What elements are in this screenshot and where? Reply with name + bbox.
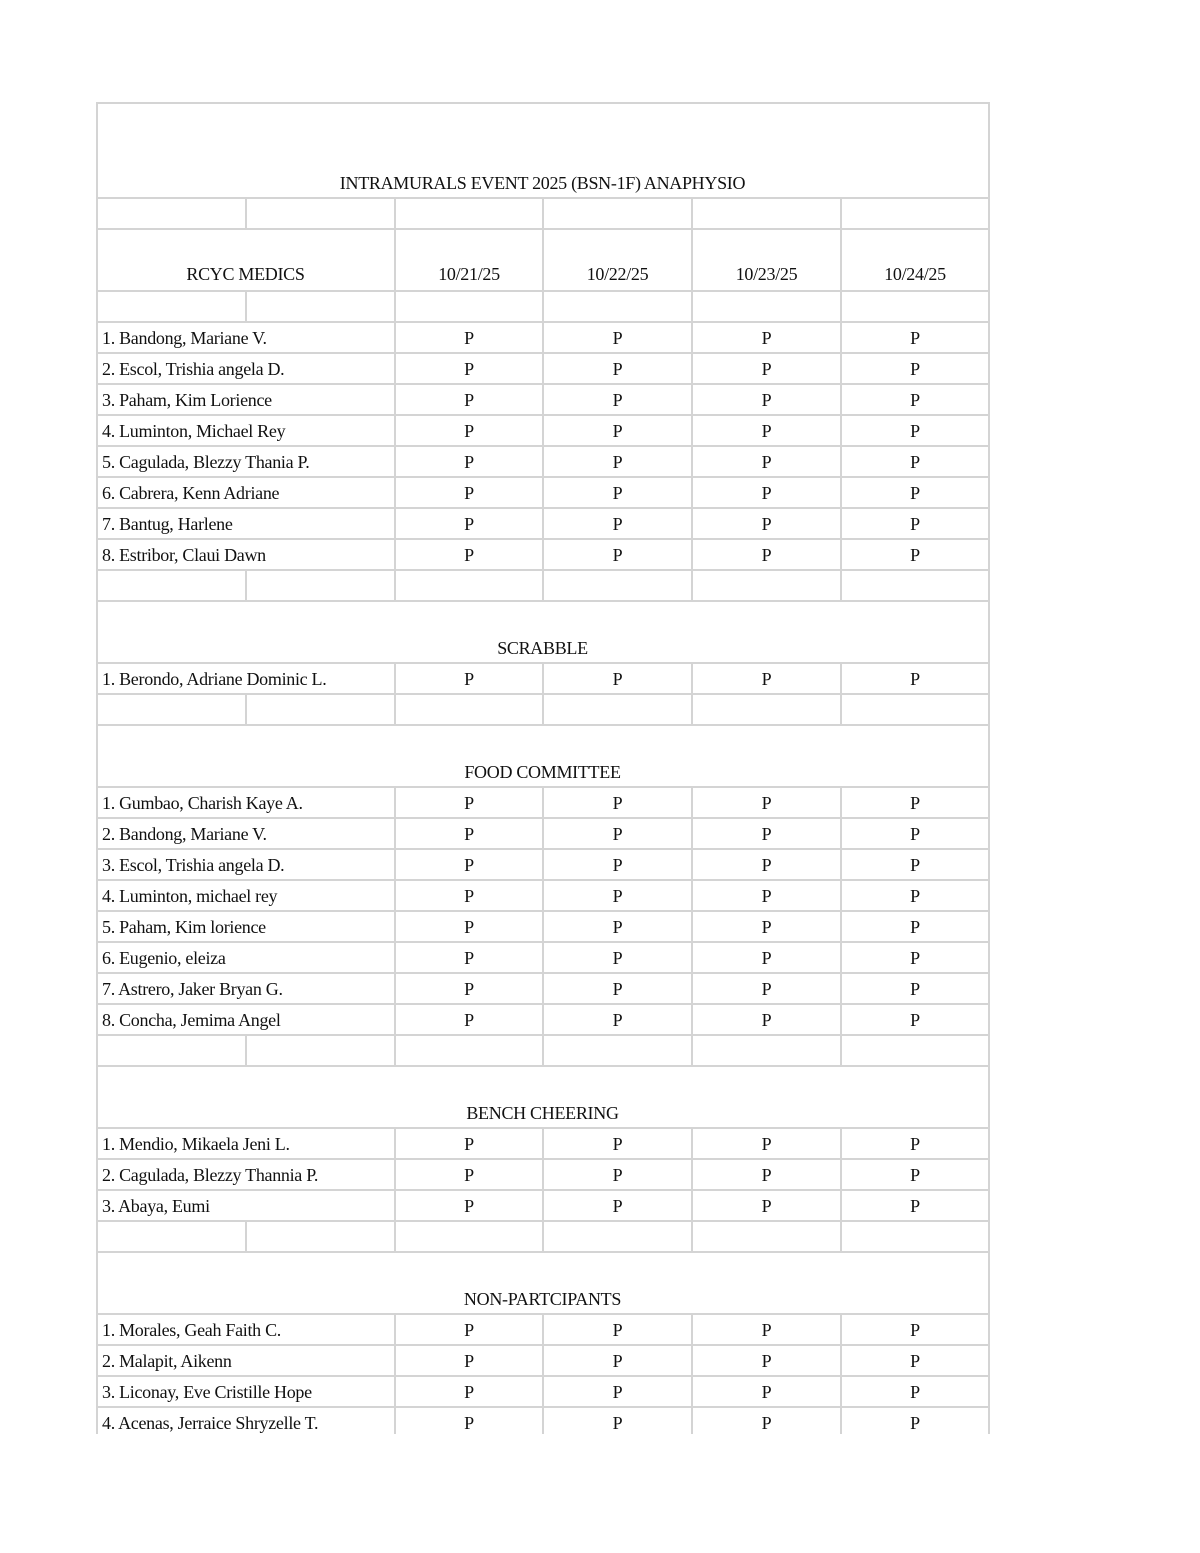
attendance-mark: P <box>910 421 920 441</box>
attendance-mark: P <box>612 793 623 813</box>
attendance-mark: P <box>761 545 772 565</box>
sheet-title: INTRAMURALS EVENT 2025 (BSN-1F) ANAPHYSIO <box>339 173 746 193</box>
attendance-mark: P <box>761 793 772 813</box>
attendance-mark: P <box>612 328 623 348</box>
attendance-mark: P <box>910 1196 920 1216</box>
attendance-mark: P <box>910 824 920 844</box>
attendance-mark: P <box>464 855 474 875</box>
attendance-mark: P <box>910 886 920 906</box>
attendance-mark: P <box>464 1413 474 1433</box>
member-name: 5. Paham, Kim lorience <box>102 917 266 937</box>
attendance-mark: P <box>910 1382 920 1402</box>
date-header: 10/24/25 <box>884 264 946 284</box>
attendance-mark: P <box>612 514 623 534</box>
attendance-mark: P <box>464 1351 474 1371</box>
section-heading: FOOD COMMITTEE <box>464 762 621 782</box>
member-name: 1. Morales, Geah Faith C. <box>102 1320 281 1340</box>
member-name: 6. Eugenio, eleiza <box>102 948 226 968</box>
attendance-sheet <box>96 102 991 1434</box>
attendance-mark: P <box>761 669 772 689</box>
member-name: 4. Acenas, Jerraice Shryzelle T. <box>102 1413 319 1433</box>
attendance-mark: P <box>910 328 920 348</box>
member-name: 3. Paham, Kim Lorience <box>102 390 272 410</box>
attendance-mark: P <box>910 855 920 875</box>
member-name: 2. Bandong, Mariane V. <box>102 824 267 844</box>
attendance-mark: P <box>464 452 474 472</box>
member-name: 6. Cabrera, Kenn Adriane <box>102 483 280 503</box>
attendance-mark: P <box>612 1413 623 1433</box>
attendance-mark: P <box>910 1351 920 1371</box>
date-header: 10/22/25 <box>586 264 649 284</box>
member-name: 3. Escol, Trishia angela D. <box>102 855 285 875</box>
member-name: 3. Liconay, Eve Cristille Hope <box>102 1382 312 1402</box>
attendance-mark: P <box>910 793 920 813</box>
section-heading: SCRABBLE <box>497 638 588 658</box>
attendance-mark: P <box>464 793 474 813</box>
date-header: 10/21/25 <box>438 264 500 284</box>
attendance-mark: P <box>464 1320 474 1340</box>
attendance-mark: P <box>612 1196 623 1216</box>
attendance-mark: P <box>464 359 474 379</box>
section-heading: NON-PARTCIPANTS <box>463 1289 622 1309</box>
attendance-mark: P <box>612 948 623 968</box>
attendance-mark: P <box>612 1382 623 1402</box>
member-name: 2. Escol, Trishia angela D. <box>102 359 285 379</box>
attendance-mark: P <box>910 359 920 379</box>
attendance-mark: P <box>761 855 772 875</box>
attendance-mark: P <box>464 1134 474 1154</box>
section-heading: RCYC MEDICS <box>186 264 305 284</box>
member-name: 4. Luminton, michael rey <box>102 886 278 906</box>
attendance-mark: P <box>612 1351 623 1371</box>
attendance-mark: P <box>761 1351 772 1371</box>
attendance-mark: P <box>612 1165 623 1185</box>
attendance-mark: P <box>464 669 474 689</box>
attendance-mark: P <box>761 1320 772 1340</box>
attendance-mark: P <box>910 390 920 410</box>
attendance-mark: P <box>910 1165 920 1185</box>
attendance-mark: P <box>761 421 772 441</box>
attendance-mark: P <box>761 452 772 472</box>
attendance-mark: P <box>612 483 623 503</box>
attendance-mark: P <box>612 359 623 379</box>
attendance-mark: P <box>910 979 920 999</box>
attendance-mark: P <box>761 390 772 410</box>
attendance-mark: P <box>910 1413 920 1433</box>
attendance-mark: P <box>464 545 474 565</box>
attendance-mark: P <box>761 514 772 534</box>
member-name: 5. Cagulada, Blezzy Thania P. <box>102 452 310 472</box>
attendance-mark: P <box>612 545 623 565</box>
member-name: 4. Luminton, Michael Rey <box>102 421 286 441</box>
member-name: 1. Mendio, Mikaela Jeni L. <box>102 1134 290 1154</box>
attendance-mark: P <box>464 514 474 534</box>
attendance-mark: P <box>761 1196 772 1216</box>
attendance-mark: P <box>612 1134 623 1154</box>
attendance-mark: P <box>612 917 623 937</box>
attendance-mark: P <box>464 917 474 937</box>
attendance-mark: P <box>910 1320 920 1340</box>
member-name: 1. Berondo, Adriane Dominic L. <box>102 669 327 689</box>
attendance-mark: P <box>612 824 623 844</box>
attendance-mark: P <box>910 948 920 968</box>
attendance-mark: P <box>464 390 474 410</box>
attendance-mark: P <box>761 824 772 844</box>
attendance-mark: P <box>464 886 474 906</box>
attendance-mark: P <box>612 421 623 441</box>
member-name: 8. Estribor, Claui Dawn <box>102 545 266 565</box>
date-header: 10/23/25 <box>735 264 798 284</box>
attendance-mark: P <box>910 452 920 472</box>
member-name: 1. Gumbao, Charish Kaye A. <box>102 793 303 813</box>
attendance-mark: P <box>910 514 920 534</box>
attendance-mark: P <box>464 979 474 999</box>
attendance-mark: P <box>612 886 623 906</box>
attendance-mark: P <box>761 1134 772 1154</box>
attendance-mark: P <box>612 669 623 689</box>
attendance-mark: P <box>910 483 920 503</box>
attendance-mark: P <box>464 1165 474 1185</box>
attendance-mark: P <box>464 421 474 441</box>
attendance-mark: P <box>761 1010 772 1030</box>
attendance-mark: P <box>612 1320 623 1340</box>
attendance-mark: P <box>464 328 474 348</box>
attendance-mark: P <box>910 1010 920 1030</box>
attendance-mark: P <box>612 1010 623 1030</box>
attendance-mark: P <box>464 1382 474 1402</box>
attendance-mark: P <box>464 483 474 503</box>
attendance-mark: P <box>910 669 920 689</box>
attendance-mark: P <box>612 855 623 875</box>
member-name: 7. Astrero, Jaker Bryan G. <box>102 979 283 999</box>
attendance-mark: P <box>910 917 920 937</box>
attendance-mark: P <box>612 452 623 472</box>
attendance-mark: P <box>761 328 772 348</box>
attendance-mark: P <box>464 1196 474 1216</box>
attendance-mark: P <box>910 545 920 565</box>
attendance-mark: P <box>612 390 623 410</box>
attendance-mark: P <box>464 1010 474 1030</box>
attendance-mark: P <box>910 1134 920 1154</box>
attendance-mark: P <box>761 917 772 937</box>
attendance-mark: P <box>761 1165 772 1185</box>
attendance-mark: P <box>761 886 772 906</box>
member-name: 2. Cagulada, Blezzy Thannia P. <box>102 1165 319 1185</box>
member-name: 7. Bantug, Harlene <box>102 514 233 534</box>
member-name: 3. Abaya, Eumi <box>102 1196 210 1216</box>
section-heading: BENCH CHEERING <box>466 1103 619 1123</box>
member-name: 8. Concha, Jemima Angel <box>102 1010 281 1030</box>
attendance-mark: P <box>761 359 772 379</box>
attendance-mark: P <box>761 483 772 503</box>
member-name: 2. Malapit, Aikenn <box>102 1351 232 1371</box>
attendance-mark: P <box>761 948 772 968</box>
member-name: 1. Bandong, Mariane V. <box>102 328 267 348</box>
attendance-mark: P <box>464 948 474 968</box>
attendance-mark: P <box>761 1382 772 1402</box>
attendance-mark: P <box>464 824 474 844</box>
attendance-mark: P <box>761 1413 772 1433</box>
attendance-mark: P <box>612 979 623 999</box>
attendance-mark: P <box>761 979 772 999</box>
